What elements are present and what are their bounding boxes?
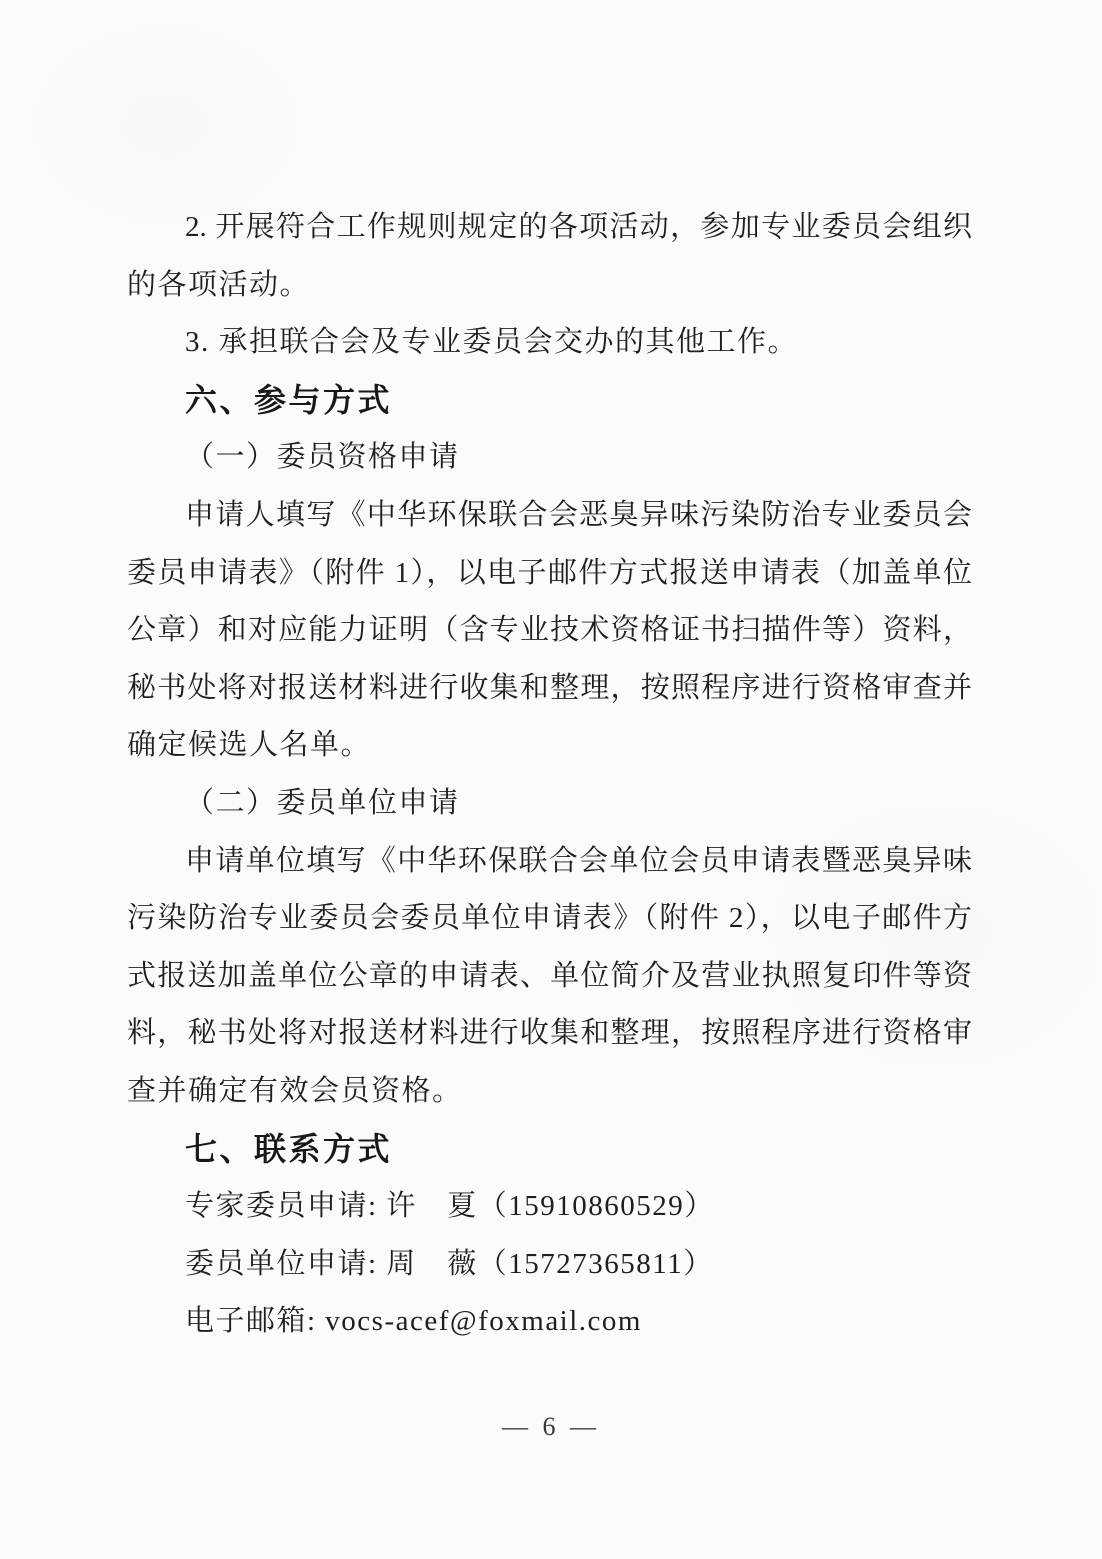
document-line: 查并确定有效会员资格。 xyxy=(127,1074,463,1107)
document-line: 秘书处将对报送材料进行收集和整理，按照程序进行资格审查并 xyxy=(127,671,972,704)
contact-unit: 委员单位申请: 周 薇（15727365811） xyxy=(185,1247,714,1280)
document-line: 的各项活动。 xyxy=(127,268,311,301)
document-body xyxy=(127,199,972,1351)
document-line: 式报送加盖单位公章的申请表、单位简介及营业执照复印件等资 xyxy=(127,959,972,992)
document-line: 申请单位填写《中华环保联合会单位会员申请表暨恶臭异味 xyxy=(185,844,972,877)
document-line: 公章）和对应能力证明（含专业技术资格证书扫描件等）资料， xyxy=(127,614,972,647)
document-line: 确定候选人名单。 xyxy=(127,729,372,762)
section-heading-6: 六、参与方式 xyxy=(185,381,393,418)
document-line: 委员申请表》（附件 1），以电子邮件方式报送申请表（加盖单位 xyxy=(127,556,972,589)
contact-email: 电子邮箱: vocs-acef@foxmail.com xyxy=(185,1305,642,1338)
document-line: 污染防治专业委员会委员单位申请表》（附件 2），以电子邮件方 xyxy=(127,902,972,935)
document-line: 申请人填写《中华环保联合会恶臭异味污染防治专业委员会 xyxy=(185,498,972,531)
page-number: — 6 — xyxy=(502,1412,600,1441)
subsection-heading: （二）委员单位申请 xyxy=(185,786,460,819)
contact-expert: 专家委员申请: 许 夏（15910860529） xyxy=(185,1190,715,1223)
page-footer xyxy=(0,1412,1102,1442)
document-line: 2. 开展符合工作规则规定的各项活动，参加专业委员会组织 xyxy=(185,211,972,243)
document-line: 料，秘书处将对报送材料进行收集和整理，按照程序进行资格审 xyxy=(127,1017,972,1050)
subsection-heading: （一）委员资格申请 xyxy=(185,441,460,474)
document-line: 3. 承担联合会及专业委员会交办的其他工作。 xyxy=(185,326,799,359)
section-heading-7: 七、联系方式 xyxy=(185,1130,393,1167)
